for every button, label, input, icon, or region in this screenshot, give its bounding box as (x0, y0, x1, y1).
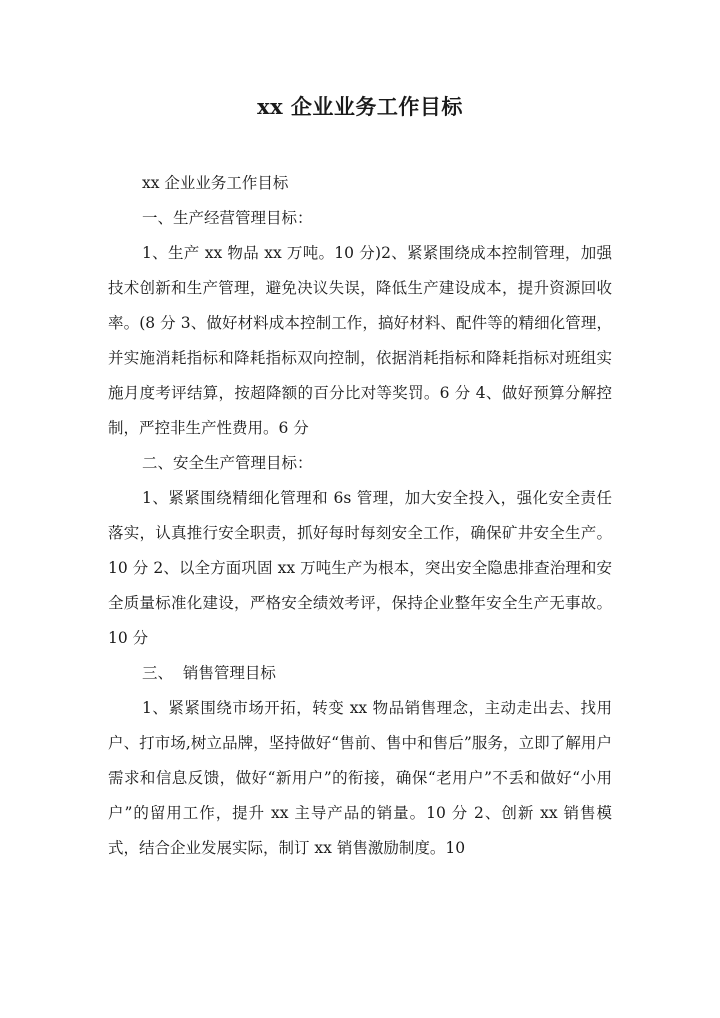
heading-safety-management: 二、安全生产管理目标： (142, 454, 313, 472)
paragraph-sales-goals: 1、紧紧围绕市场开拓，转变 xx 物品销售理念，主动走出去、找用户、打市场,树立品牌，坚持做好“售前、售中和售后”服务，立即了解用户需求和信息反馈，做好“新用户”的衔接，确保“老用户”不丢和做好“小用户”的留用工作，提升 xx 主导产品的销量。10 分 2、创新 xx 销售模式，结合企业发展实际，制订 xx 销售激励制度。10 (108, 699, 612, 857)
paragraph-subtitle: xx 企业业务工作目标 (142, 174, 289, 192)
heading-production-management: 一、生产经营管理目标： (142, 209, 313, 227)
paragraph-safety-goals: 1、紧紧围绕精细化管理和 6s 管理，加大安全投入，强化安全责任落实，认真推行安全职责，抓好每时每刻安全工作，确保矿井安全生产。10 分 2、以全方面巩固 xx 万吨生产为根本，突出安全隐患排查治理和安全质量标准化建设，严格安全绩效考评，保持企业整年安全生产无事故。10 分 (108, 489, 612, 647)
document-body (108, 166, 612, 866)
paragraph-production-goals: 1、生产 xx 物品 xx 万吨。10 分)2、紧紧围绕成本控制管理，加强技术创新和生产管理，避免决议失误，降低生产建设成本，提升资源回收率。(8 分 3、做好材料成本控制工作，搞好材料、配件等的精细化管理，并实施消耗指标和降耗指标双向控制，依据消耗指标和降耗指标对班组实施月度考评结算，按超降额的百分比对等奖罚。6 分 4、做好预算分解控制，严控非生产性费用。6 分 (108, 244, 612, 437)
document-title: xx 企业业务工作目标 (257, 94, 463, 119)
heading-sales-management: 三、 销售管理目标 (142, 664, 276, 682)
